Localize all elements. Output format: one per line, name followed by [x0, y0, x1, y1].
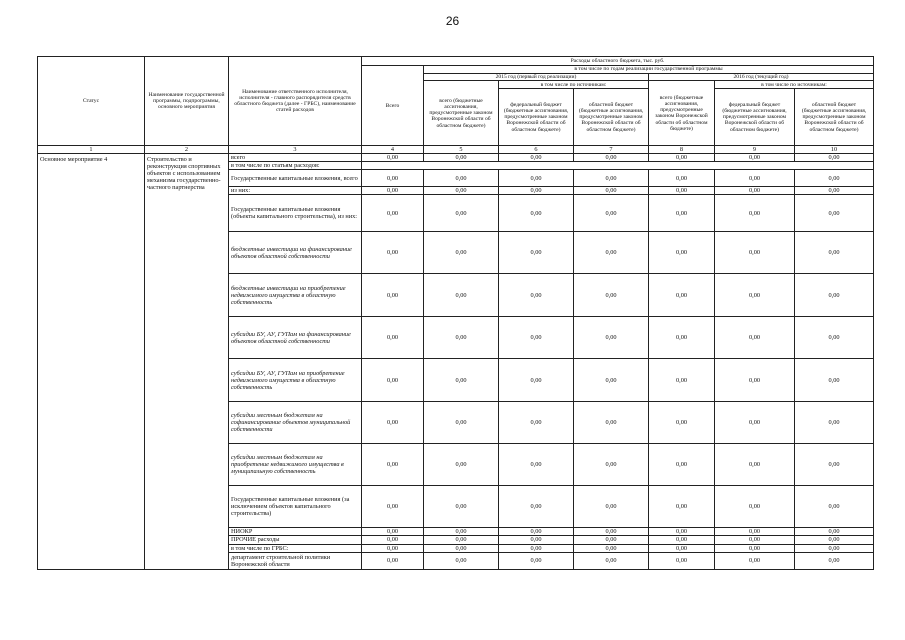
value-cell: 0,00: [362, 544, 424, 552]
value-cell: 0,00: [574, 536, 649, 544]
value-cell: 0,00: [715, 274, 795, 317]
value-cell: 0,00: [715, 232, 795, 274]
value-cell: 0,00: [574, 444, 649, 486]
header-col10: областной бюджет (бюджетные ассигнования, предусмотренные законом Воронежской области об областном бюджете): [795, 89, 874, 146]
value-cell: 0,00: [574, 274, 649, 317]
value-cell: 0,00: [715, 170, 795, 187]
value-cell: 0,00: [649, 402, 715, 444]
value-cell: 0,00: [649, 195, 715, 232]
expense-item-label: субсидии БУ, АУ, ГУПам на приобретение недвижимого имущества в областную собственность: [229, 359, 362, 402]
value-cell: 0,00: [424, 274, 499, 317]
column-number: 1: [38, 146, 145, 154]
value-cell: 0,00: [715, 536, 795, 544]
expense-item-label: НИОКР: [229, 528, 362, 536]
value-cell: 0,00: [499, 195, 574, 232]
value-cell: 0,00: [649, 544, 715, 552]
value-cell: 0,00: [574, 170, 649, 187]
value-cell: 0,00: [715, 402, 795, 444]
value-cell: 0,00: [649, 187, 715, 195]
value-cell: 0,00: [574, 528, 649, 536]
value-cell: 0,00: [362, 536, 424, 544]
header-status: Статус: [38, 57, 145, 146]
value-cell: 0,00: [362, 402, 424, 444]
value-cell: 0,00: [424, 528, 499, 536]
header-sources-2015: в том числе по источникам:: [499, 81, 649, 89]
value-cell: 0,00: [574, 154, 649, 162]
value-cell: 0,00: [649, 232, 715, 274]
value-cell: 0,00: [649, 444, 715, 486]
value-cell: 0,00: [362, 552, 424, 569]
value-cell: 0,00: [715, 444, 795, 486]
value-cell: 0,00: [795, 402, 874, 444]
value-cell: 0,00: [795, 170, 874, 187]
value-cell: 0,00: [362, 444, 424, 486]
value-cell: 0,00: [649, 317, 715, 359]
value-cell: 0,00: [424, 444, 499, 486]
header-col6: федеральный бюджет (бюджетные ассигнования, предусмотренные законом Воронежской области об областном бюджете): [499, 89, 574, 146]
value-cell: 0,00: [715, 317, 795, 359]
value-cell: 0,00: [649, 486, 715, 528]
value-cell: 0,00: [499, 154, 574, 162]
value-cell: 0,00: [424, 195, 499, 232]
expense-item-label: субсидии местным бюджетам на софинансирование объектов муниципальной собственности: [229, 402, 362, 444]
header-col8: всего (бюджетные ассигнования, предусмотренные законом Воронежской области об областном бюджете): [649, 81, 715, 146]
expense-item-label: всего: [229, 154, 362, 162]
expense-item-label: субсидии БУ, АУ, ГУПам на финансирование объектов областной собственности: [229, 317, 362, 359]
column-number: 6: [499, 146, 574, 154]
value-cell: 0,00: [362, 187, 424, 195]
value-cell: 0,00: [574, 544, 649, 552]
value-cell: 0,00: [795, 536, 874, 544]
value-cell: 0,00: [362, 359, 424, 402]
value-cell: 0,00: [649, 536, 715, 544]
value-cell: 0,00: [499, 536, 574, 544]
value-cell: 0,00: [424, 359, 499, 402]
value-cell: 0,00: [649, 552, 715, 569]
column-number: 9: [715, 146, 795, 154]
expense-item-label: в том числе по ГРБС:: [229, 544, 362, 552]
value-cell: 0,00: [499, 274, 574, 317]
value-cell: 0,00: [795, 552, 874, 569]
value-cell: 0,00: [795, 154, 874, 162]
column-number: 10: [795, 146, 874, 154]
header-including-years: в том числе по годам реализации государственной программы: [424, 66, 874, 74]
expense-item-label: из них:: [229, 187, 362, 195]
header-program: Наименование государственной программы, подпрограммы, основного мероприятия: [145, 57, 229, 146]
value-cell: 0,00: [424, 544, 499, 552]
value-cell: 0,00: [424, 486, 499, 528]
header-year-2015: 2015 год (первый год реализации): [424, 74, 649, 81]
value-cell: 0,00: [362, 154, 424, 162]
value-cell: 0,00: [499, 170, 574, 187]
expense-item-label: субсидии местным бюджетам на приобретение недвижимого имущества в муниципальную собственность: [229, 444, 362, 486]
program-cell: Строительство и реконструкция спортивных объектов с использованием механизма государственно-частного партнерства: [145, 154, 229, 569]
status-cell: Основное мероприятие 4: [38, 154, 145, 569]
value-cell: 0,00: [795, 232, 874, 274]
value-cell: 0,00: [649, 154, 715, 162]
budget-table: [37, 56, 874, 570]
value-cell: 0,00: [574, 552, 649, 569]
value-cell: 0,00: [574, 187, 649, 195]
header-year-2016: 2016 год (текущий год): [649, 74, 874, 81]
value-cell: 0,00: [362, 317, 424, 359]
expense-item-label: ПРОЧИЕ расходы: [229, 536, 362, 544]
header-col9: федеральный бюджет (бюджетные ассигнования, предусмотренные законом Воронежской области об областном бюджете): [715, 89, 795, 146]
expense-item-label: департамент строительной политики Воронежской области: [229, 552, 362, 569]
value-cell: 0,00: [795, 195, 874, 232]
value-cell: 0,00: [715, 154, 795, 162]
header-executor: Наименование ответственного исполнителя, исполнителя - главного распорядителя средств областного бюджета (далее - ГРБС), наименование статей расходов: [229, 57, 362, 146]
column-number: 2: [145, 146, 229, 154]
value-cell: 0,00: [795, 444, 874, 486]
value-cell: 0,00: [574, 402, 649, 444]
value-cell: 0,00: [795, 528, 874, 536]
value-cell: 0,00: [499, 552, 574, 569]
value-cell: 0,00: [574, 359, 649, 402]
column-number: 7: [574, 146, 649, 154]
value-cell: 0,00: [499, 486, 574, 528]
value-cell: 0,00: [715, 544, 795, 552]
expense-item-label: Государственные капитальные вложения, всего: [229, 170, 362, 187]
expense-item-label: в том числе по статьям расходов:: [229, 162, 362, 170]
header-col5: всего (бюджетные ассигнования, предусмотренные законом Воронежской области об областном бюджете): [424, 81, 499, 146]
value-cell: 0,00: [795, 187, 874, 195]
page-number: 26: [445, 14, 460, 28]
column-number: 3: [229, 146, 362, 154]
value-cell: 0,00: [499, 232, 574, 274]
expense-item-label: Государственные капитальные вложения (объекты капитального строительства), из них:: [229, 195, 362, 232]
header-total: Всего: [362, 66, 424, 146]
value-cell: 0,00: [574, 195, 649, 232]
expense-item-label: бюджетные инвестиции на финансирование объектов областной собственности: [229, 232, 362, 274]
column-number: 8: [649, 146, 715, 154]
header-expenses: Расходы областного бюджета, тыс. руб.: [362, 57, 874, 66]
value-cell: 0,00: [715, 552, 795, 569]
value-cell: 0,00: [715, 486, 795, 528]
value-cell: 0,00: [362, 195, 424, 232]
value-cell: 0,00: [715, 187, 795, 195]
value-cell: 0,00: [499, 317, 574, 359]
value-cell: 0,00: [715, 359, 795, 402]
value-cell: 0,00: [499, 402, 574, 444]
value-cell: 0,00: [715, 195, 795, 232]
value-cell: 0,00: [424, 552, 499, 569]
value-cell: 0,00: [424, 187, 499, 195]
column-number: 5: [424, 146, 499, 154]
value-cell: 0,00: [795, 317, 874, 359]
table-row: [38, 154, 874, 162]
value-cell: 0,00: [362, 486, 424, 528]
value-cell: 0,00: [795, 359, 874, 402]
value-cell: 0,00: [424, 232, 499, 274]
value-cell: 0,00: [362, 170, 424, 187]
value-cell: 0,00: [649, 528, 715, 536]
value-cell: 0,00: [499, 359, 574, 402]
value-cell: 0,00: [649, 359, 715, 402]
value-cell: 0,00: [574, 317, 649, 359]
value-cell: 0,00: [795, 544, 874, 552]
value-cell: 0,00: [424, 170, 499, 187]
value-cell: 0,00: [499, 187, 574, 195]
column-number: 4: [362, 146, 424, 154]
value-cell: 0,00: [424, 154, 499, 162]
value-cell: 0,00: [362, 232, 424, 274]
value-cell: 0,00: [424, 536, 499, 544]
empty-cell: [362, 162, 874, 170]
value-cell: 0,00: [649, 170, 715, 187]
value-cell: 0,00: [795, 486, 874, 528]
value-cell: 0,00: [424, 402, 499, 444]
value-cell: 0,00: [362, 274, 424, 317]
value-cell: 0,00: [499, 444, 574, 486]
value-cell: 0,00: [499, 544, 574, 552]
header-sources-2016: в том числе по источникам:: [715, 81, 874, 89]
value-cell: 0,00: [499, 528, 574, 536]
column-number-row: [38, 146, 874, 154]
value-cell: 0,00: [715, 528, 795, 536]
header-col7: областной бюджет (бюджетные ассигнования, предусмотренные законом Воронежской области об областном бюджете): [574, 89, 649, 146]
value-cell: 0,00: [574, 486, 649, 528]
value-cell: 0,00: [649, 274, 715, 317]
value-cell: 0,00: [424, 317, 499, 359]
value-cell: 0,00: [362, 528, 424, 536]
value-cell: 0,00: [795, 274, 874, 317]
value-cell: 0,00: [574, 232, 649, 274]
expense-item-label: Государственные капитальные вложения (за исключением объектов капитального строительства): [229, 486, 362, 528]
expense-item-label: бюджетные инвестиции на приобретение недвижимого имущества в областную собственность: [229, 274, 362, 317]
